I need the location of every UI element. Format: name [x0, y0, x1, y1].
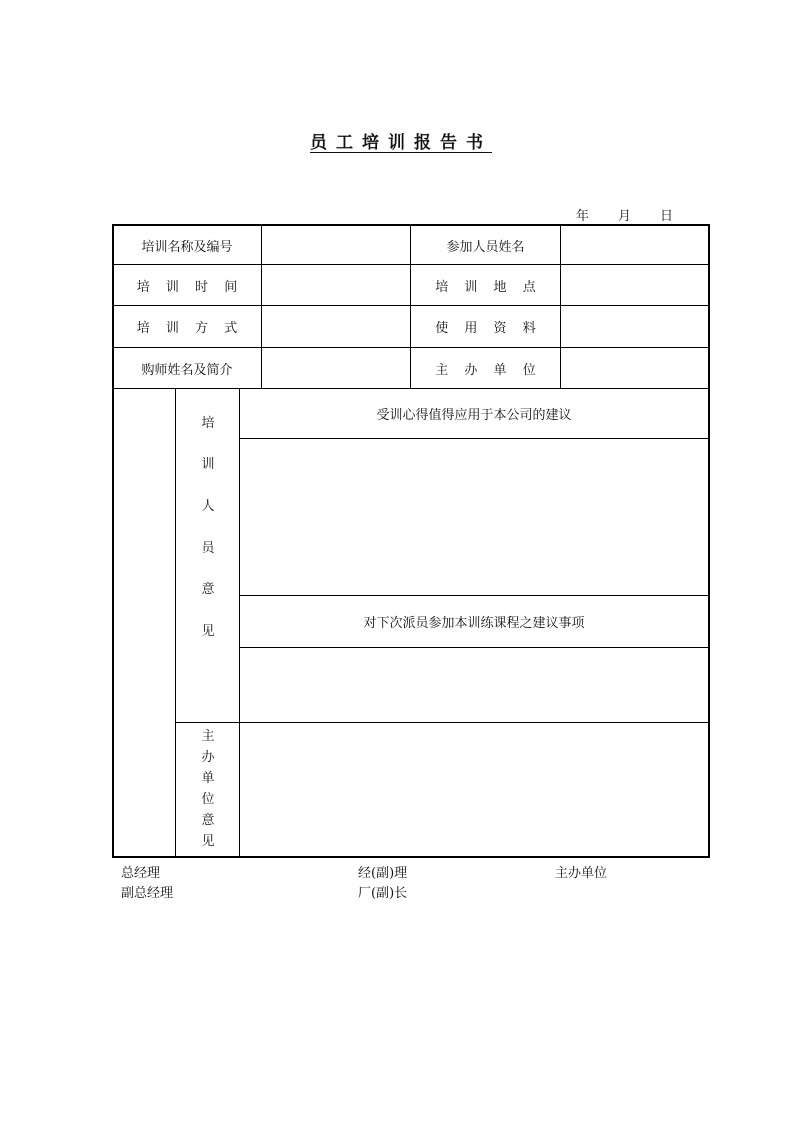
field-instructor[interactable]	[262, 348, 410, 388]
field-next-course-suggestions[interactable]	[240, 648, 708, 722]
date-day: 日	[660, 209, 674, 224]
label-char: 员	[201, 541, 215, 556]
field-organizer-opinion[interactable]	[240, 723, 708, 856]
label-char: 意	[201, 582, 215, 597]
label-char: 办	[201, 750, 215, 765]
label-char: 训	[201, 457, 215, 472]
date-year: 年	[576, 209, 590, 224]
label-char: 培	[201, 416, 215, 431]
page-title: 员工培训报告书	[310, 133, 492, 153]
field-training-time[interactable]	[262, 265, 410, 305]
field-training-location[interactable]	[561, 265, 708, 305]
label-training-location: 培 训 地 点	[435, 279, 536, 295]
section-heading-applicable-suggestions: 受训心得值得应用于本公司的建议	[376, 408, 572, 423]
date-month: 月	[618, 209, 632, 224]
label-instructor: 购师姓名及简介	[141, 362, 233, 378]
label-char: 位	[201, 792, 215, 807]
label-char: 见	[201, 624, 215, 639]
signature-manager: 经(副)理	[358, 866, 408, 881]
label-char: 主	[201, 729, 215, 744]
label-organizer: 主 办 单 位	[435, 362, 536, 378]
field-participant-name[interactable]	[561, 226, 708, 264]
signature-organizer: 主办单位	[555, 866, 608, 881]
field-training-name[interactable]	[262, 226, 410, 264]
signature-deputy-general-manager: 副总经理	[121, 886, 174, 901]
section-heading-next-course-suggestions: 对下次派员参加本训练课程之建议事项	[363, 616, 585, 631]
signature-general-manager: 总经理	[121, 866, 161, 881]
label-char: 意	[201, 813, 215, 828]
label-training-time: 培 训 时 间	[136, 279, 238, 295]
label-char: 人	[201, 499, 215, 514]
field-organizer[interactable]	[561, 348, 708, 388]
label-training-name: 培训名称及编号	[141, 239, 233, 255]
label-participant-name: 参加人员姓名	[446, 239, 525, 255]
field-applicable-suggestions[interactable]	[240, 439, 708, 595]
label-char: 单	[201, 771, 215, 786]
label-training-method: 培 训 方 式	[136, 321, 238, 336]
signature-factory-director: 厂(副)长	[358, 886, 408, 901]
field-materials[interactable]	[561, 306, 708, 347]
label-materials: 使 用 资 料	[435, 321, 536, 336]
field-training-method[interactable]	[262, 306, 410, 347]
label-char: 见	[201, 834, 215, 849]
